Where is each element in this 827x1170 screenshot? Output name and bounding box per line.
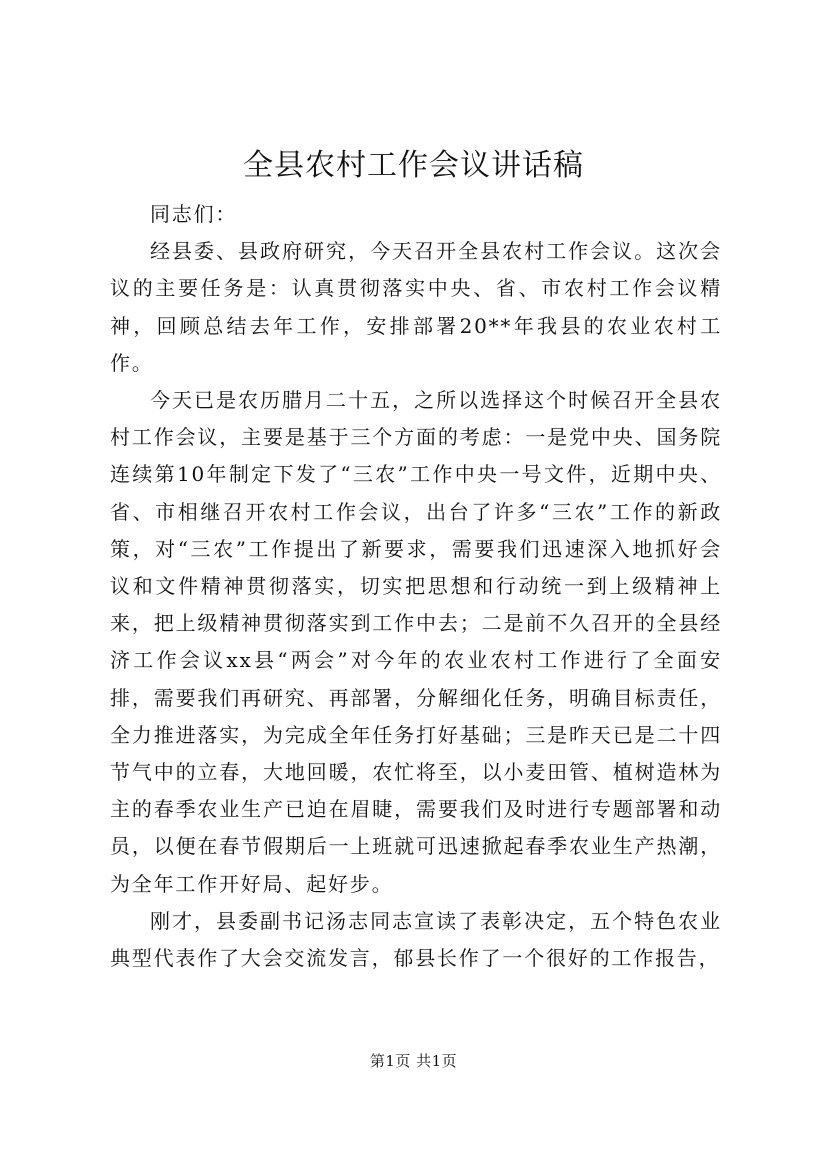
paragraph-1: 经县委、县政府研究，今天召开全县农村工作会议。这次会议的主要任务是：认真贯彻落实中央、省、市农村工作会议精神，回顾总结去年工作，安排部署20**年我县的农业农村工作。 [110, 239, 722, 375]
page-footer: 第1页 共1页 [369, 1052, 458, 1070]
document-title: 全县农村工作会议讲话稿 [243, 148, 584, 183]
paragraph-2: 今天已是农历腊月二十五，之所以选择这个时候召开全县农村工作会议，主要是基于三个方面的考虑：一是党中央、国务院连续第10年制定下发了“三农”工作中央一号文件，近期中央、省、市相继召开农村工作会议，出台了许多“三农”工作的新政策，对“三农”工作提出了新要求，需要我们迅速深入地抓好会议和文件精神贯彻落实，切实把思想和行动统一到上级精神上来，把上级精神贯彻落实到工作中去；二是前不久召开的全县经济工作会议xx县“两会”对今年的农业农村工作进行了全面安排，需要我们再研究、再部署，分解细化任务，明确目标责任，全力推进落实，为完成全年任务打好基础；三是昨天已是二十四节气中的立春，大地回暖，农忙将至，以小麦田管、植树造林为主的春季农业生产已迫在眉睫，需要我们及时进行专题部署和动员，以便在春节假期后一上班就可迅速掀起春季农业生产热潮，为全年工作开好局、起好步。 [110, 388, 722, 896]
document-body [110, 196, 722, 977]
greeting: 同志们： [150, 202, 238, 226]
paragraph-3: 刚才，县委副书记汤志同志宣读了表彰决定，五个特色农业典型代表作了大会交流发言，郁县长作了一个很好的工作报告， [110, 908, 722, 971]
